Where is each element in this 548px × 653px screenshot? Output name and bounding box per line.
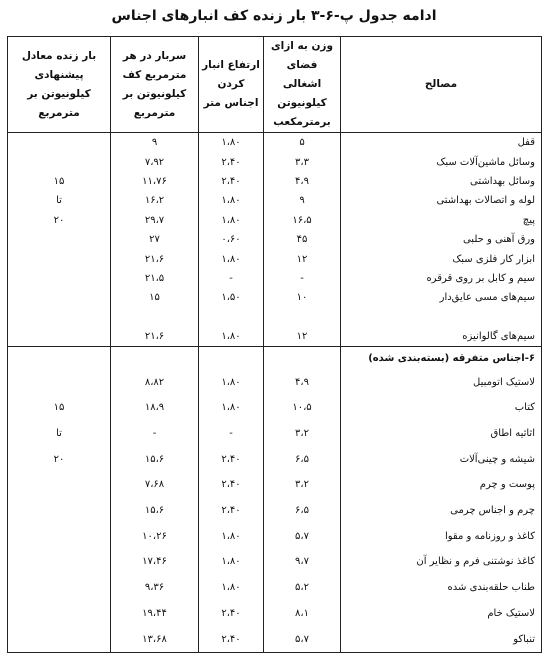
table-row: [8, 421, 542, 447]
cell-empty: [111, 347, 199, 370]
section-header-row: [8, 347, 542, 370]
cell-height: ۲،۴۰: [199, 172, 264, 191]
cell-height: [199, 308, 264, 327]
cell-material: ورق آهنی و حلبی: [341, 230, 542, 249]
cell-material: لاستیک خام: [341, 600, 542, 626]
cell-equivalent: [8, 600, 111, 626]
table-row: [8, 369, 542, 395]
header-weight: وزن به ازای فضای اشغالی کیلونیوتن برمترمکعب: [264, 37, 341, 133]
section-title: ۶-اجناس متفرقه (بسته‌بندی شده): [341, 347, 542, 370]
cell-material: قفل: [341, 133, 542, 153]
table-row: [8, 626, 542, 652]
cell-height: ۱،۸۰: [199, 249, 264, 268]
header-overload: سربار در هر مترمربع کف کیلونیوتن بر مترمربع: [111, 37, 199, 133]
cell-equivalent-mid: تا: [8, 421, 111, 447]
cell-height: ۲،۴۰: [199, 446, 264, 472]
table-row: [8, 395, 542, 421]
group-1-body: [8, 133, 542, 347]
table-row: [8, 308, 542, 327]
cell-overload: ۱۶،۲: [111, 191, 199, 210]
cell-overload: ۱۹،۴۴: [111, 600, 199, 626]
cell-material: کاغذ نوشتنی فرم و نظایر آن: [341, 549, 542, 575]
cell-weight: ۱۲: [264, 249, 341, 268]
cell-overload: ۸،۸۲: [111, 369, 199, 395]
table-title: ادامه جدول پ-۶-۳ بار زنده کف انبارهای اجناس: [111, 8, 437, 24]
cell-weight: ۴،۹: [264, 172, 341, 191]
cell-weight: ۶،۵: [264, 498, 341, 524]
cell-height: ۰،۶۰: [199, 230, 264, 249]
table-row: [8, 172, 542, 191]
cell-material: وسائل بهداشتی: [341, 172, 542, 191]
cell-material: کتاب: [341, 395, 542, 421]
cell-overload: ۲۱،۶: [111, 327, 199, 347]
cell-overload: ۱۳،۶۸: [111, 626, 199, 652]
cell-height: -: [199, 269, 264, 288]
table-row: [8, 446, 542, 472]
cell-equivalent: [8, 230, 111, 249]
cell-overload: ۷،۹۲: [111, 152, 199, 171]
cell-height: ۲،۴۰: [199, 472, 264, 498]
cell-equivalent: [8, 626, 111, 652]
table-row: [8, 288, 542, 307]
cell-weight: ۵،۲: [264, 575, 341, 601]
cell-material: کاغذ و روزنامه و مقوا: [341, 523, 542, 549]
cell-height: -: [199, 421, 264, 447]
header-equivalent: بار زنده معادل پیشنهادی کیلونیوتن بر مترمربع: [8, 37, 111, 133]
cell-height: ۲،۴۰: [199, 152, 264, 171]
cell-weight: ۵: [264, 133, 341, 153]
cell-overload: ۱۰،۲۶: [111, 523, 199, 549]
cell-weight: ۱۰: [264, 288, 341, 307]
cell-material: پوست و چرم: [341, 472, 542, 498]
cell-overload: ۷،۶۸: [111, 472, 199, 498]
cell-material: سیم‌های گالوانیزه: [341, 327, 542, 347]
cell-overload: ۱۸،۹: [111, 395, 199, 421]
cell-equivalent-mid: تا: [8, 191, 111, 210]
cell-material: ابزار کار فلزی سبک: [341, 249, 542, 268]
cell-overload: ۱۱،۷۶: [111, 172, 199, 191]
cell-overload: ۲۹،۷: [111, 211, 199, 230]
cell-weight: -: [264, 269, 341, 288]
table-row: [8, 191, 542, 210]
table-row: [8, 575, 542, 601]
cell-empty: [199, 347, 264, 370]
cell-equivalent: [8, 549, 111, 575]
cell-height: ۱،۸۰: [199, 575, 264, 601]
cell-height: ۲،۴۰: [199, 498, 264, 524]
cell-height: ۱،۸۰: [199, 211, 264, 230]
cell-material: سیم و کابل بر روی قرقره: [341, 269, 542, 288]
cell-overload: ۱۵،۶: [111, 498, 199, 524]
cell-overload: ۲۱،۵: [111, 269, 199, 288]
cell-equivalent-bottom: ۲۰: [8, 446, 111, 472]
live-load-table: [7, 36, 542, 653]
cell-weight: ۵،۷: [264, 523, 341, 549]
cell-weight: ۱۶،۵: [264, 211, 341, 230]
cell-weight: ۳،۳: [264, 152, 341, 171]
table-row: [8, 133, 542, 153]
cell-weight: ۹: [264, 191, 341, 210]
header-row: [8, 37, 542, 133]
cell-height: ۱،۸۰: [199, 549, 264, 575]
header-height: ارتفاع انبار کردن اجناس متر: [199, 37, 264, 133]
cell-height: ۱،۸۰: [199, 191, 264, 210]
cell-material: اثاثیه اطاق: [341, 421, 542, 447]
cell-material: لوله و اتصالات بهداشتی: [341, 191, 542, 210]
cell-equivalent: [8, 472, 111, 498]
cell-weight: ۳،۲: [264, 421, 341, 447]
cell-height: ۱،۸۰: [199, 523, 264, 549]
table-row: [8, 327, 542, 347]
cell-weight: ۱۰،۵: [264, 395, 341, 421]
cell-equivalent: [8, 152, 111, 171]
table-row: [8, 152, 542, 171]
cell-weight: ۴،۹: [264, 369, 341, 395]
cell-height: ۱،۵۰: [199, 288, 264, 307]
cell-weight: ۹،۷: [264, 549, 341, 575]
cell-weight: ۸،۱: [264, 600, 341, 626]
cell-overload: [111, 308, 199, 327]
table-row: [8, 249, 542, 268]
cell-equivalent: [8, 575, 111, 601]
table-row: [8, 269, 542, 288]
cell-equivalent-top: ۱۵: [8, 172, 111, 191]
cell-height: ۲،۴۰: [199, 626, 264, 652]
cell-equivalent: [8, 133, 111, 153]
cell-equivalent: [8, 269, 111, 288]
cell-material: چرم و اجناس چرمی: [341, 498, 542, 524]
cell-equivalent: [8, 498, 111, 524]
header-material: مصالح: [341, 37, 542, 133]
cell-weight: ۴۵: [264, 230, 341, 249]
table-row: [8, 498, 542, 524]
cell-overload: ۹: [111, 133, 199, 153]
cell-material: طناب حلقه‌بندی شده: [341, 575, 542, 601]
table-row: [8, 211, 542, 230]
cell-weight: [264, 308, 341, 327]
cell-material: شیشه و چینی‌آلات: [341, 446, 542, 472]
cell-equivalent: [8, 308, 111, 327]
cell-overload: ۹،۳۶: [111, 575, 199, 601]
cell-overload: ۱۵: [111, 288, 199, 307]
cell-equivalent-bottom: ۲۰: [8, 211, 111, 230]
cell-equivalent-top: ۱۵: [8, 395, 111, 421]
cell-weight: ۶،۵: [264, 446, 341, 472]
cell-weight: ۵،۷: [264, 626, 341, 652]
cell-height: ۲،۴۰: [199, 600, 264, 626]
table-row: [8, 230, 542, 249]
cell-height: ۱،۸۰: [199, 133, 264, 153]
cell-overload: -: [111, 421, 199, 447]
cell-weight: ۳،۲: [264, 472, 341, 498]
cell-overload: ۱۵،۶: [111, 446, 199, 472]
cell-equivalent: [8, 249, 111, 268]
cell-equivalent: [8, 327, 111, 347]
table-row: [8, 472, 542, 498]
cell-material: وسائل ماشین‌آلات سبک: [341, 152, 542, 171]
cell-material: [341, 308, 542, 327]
cell-empty: [264, 347, 341, 370]
cell-equivalent: [8, 523, 111, 549]
cell-weight: ۱۲: [264, 327, 341, 347]
group-2-body: [8, 347, 542, 653]
cell-material: پیچ: [341, 211, 542, 230]
cell-height: ۱،۸۰: [199, 395, 264, 421]
cell-overload: ۲۷: [111, 230, 199, 249]
cell-height: ۱،۸۰: [199, 327, 264, 347]
table-row: [8, 549, 542, 575]
cell-overload: ۱۷،۴۶: [111, 549, 199, 575]
cell-material: سیم‌های مسی عایق‌دار: [341, 288, 542, 307]
cell-material: لاستیک اتومبیل: [341, 369, 542, 395]
table-row: [8, 600, 542, 626]
cell-overload: ۲۱،۶: [111, 249, 199, 268]
cell-material: تنباکو: [341, 626, 542, 652]
table-row: [8, 523, 542, 549]
cell-equivalent: [8, 288, 111, 307]
cell-empty: [8, 347, 111, 370]
cell-height: ۱،۸۰: [199, 369, 264, 395]
cell-equivalent: [8, 369, 111, 395]
